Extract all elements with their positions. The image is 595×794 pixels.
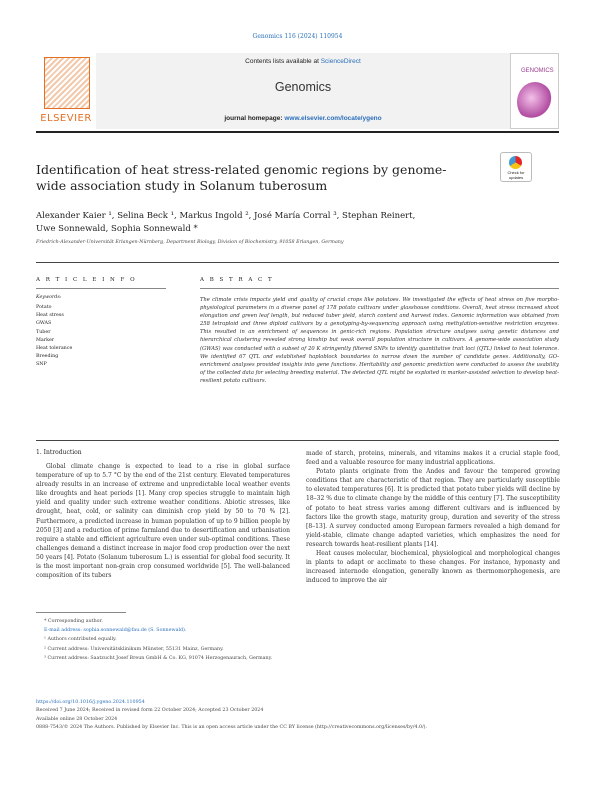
journal-name: Genomics	[274, 80, 332, 94]
homepage-line	[96, 115, 510, 122]
authors-line-2: Uwe Sonnewald, Sophia Sonnewald *	[36, 224, 198, 234]
contents-prefix: Contents lists available at	[245, 58, 319, 65]
paragraph: made of starch, proteins, minerals, and vitamins makes it a crucial staple food, feed and a valuable resource for many industrial applications.	[306, 450, 560, 467]
affiliation: Friedrich-Alexander-Universität Erlangen-Nürnberg, Department Biology, Division of Biochemistry, 91058 Erlangen, Germany	[36, 240, 344, 245]
keyword: SNP	[36, 362, 47, 368]
keyword: GWAS	[36, 321, 52, 327]
check-for-updates-button[interactable]	[500, 152, 532, 182]
footnote: ³ Current address: Saatzucht Josef Breun GmbH & Co. KG, 91074 Herzogenaurach, Germany.	[44, 655, 273, 661]
publication-info	[36, 699, 559, 733]
cover-label: GENOMICS	[521, 68, 554, 74]
abstract-body: The climate crisis impacts yield and quality of crucial crops like potatoes. We investigated the effects of heat stress on five morpho-physiological parameters in a diverse panel of 178 potato cultivars under glasshouse conditions. Overall, heat stress increased shoot elongation and green leaf length, but reduced tuber yield, starch content and harvest index. Genomic information was obtained from 258 tetraploid and three diploid cultivars by a genotyping-by-sequencing approach using methylation-sensitive restriction enzymes. This resulted in an enrichment of sequences in genic-rich regions. Population structure analyses using genetic distances and hierarchical clustering revealed strong kinship but weak overall population structure in cultivars. A genome-wide association study (GWAS) was conducted with a subset of 20 K stringently filtered SNPs to identify quantitative trait loci (QTL) linked to heat tolerance. We identified 67 QTL and established haploblock boundaries to narrow down the number of candidate genes. Additionally, GO-enrichment analyses provided insights into gene functions. Heritability and genomic prediction were conducted to assess the usability of the collected data for selecting breeding material. The detected QTL might be exploited in marker-assisted selection to develop heat-resilient potato cultivars.	[200, 297, 559, 384]
article-info-rule	[36, 288, 166, 289]
journal-masthead	[36, 53, 559, 129]
doi-link[interactable]: https://doi.org/10.1016/j.ygeno.2024.110954	[36, 700, 145, 705]
keyword: Heat stress	[36, 313, 64, 319]
footnote-rule	[36, 612, 126, 613]
footnote-email[interactable]: E-mail address: sophia.sonnewald@fau.de (S. Sonnewald).	[44, 628, 187, 634]
abstract-rule	[200, 288, 559, 289]
keyword: Tuber	[36, 329, 51, 335]
homepage-prefix: journal homepage:	[224, 115, 283, 122]
footnotes	[36, 617, 556, 663]
author-list	[36, 210, 556, 236]
paragraph: Global climate change is expected to lead to a rise in global surface temperature of up to 5.7 °C by the end of the 21st century. Elevated temperatures already results in an increase of extreme and unpredictable local weather events like droughts and heat periods [1]. Many crop species struggle to maintain high yield and quality under such extreme weather conditions. Abiotic stresses, like drought, heat, cold, or salinity can diminish crop yield by 50 to 70 % [2]. Furthermore, a predicted increase in human population of up to 9 billion people by 2050 [3] and a reduction of prime farmland due to desertification and urbanisation require a stable and efficient agriculture even under sub-optimal conditions. These challenges demand a distinct increase in major food crop production over the next 50 years [4]. Potato (Solanum tuberosum L.) is essential for global food security. It is the most important non-grain crop consumed worldwide [5]. The well-balanced composition of its tubers	[36, 463, 290, 580]
paragraph: Potato plants originate from the Andes and favour the tempered growing conditions that are characteristic of that region. They are particularly susceptible to elevated temperatures [6]. It is predicted that potato tuber yields will decline by 18–32 % due to climate change by the middle of this century [7]. The susceptibility of potato to heat stress varies among different cultivars and is influenced by factors like the growth stage, maturity group, duration and severity of the stress [8–13]. A survey conducted among European farmers revealed a high demand for yield-stable, climate change adapted varieties, which emphasizes the need for research towards heat-resilient plants [14].	[306, 468, 560, 548]
keyword: Marker	[36, 337, 55, 343]
keyword: Potato	[36, 305, 52, 310]
journal-citation-header[interactable]: Genomics 116 (2024) 110954	[252, 33, 343, 40]
keyword: Heat tolerance	[36, 346, 73, 352]
masthead-divider	[36, 131, 559, 133]
footnote: ² Current address: Universitätsklinikum Münster, 55131 Mainz, Germany.	[44, 646, 224, 652]
footnote: ¹ Authors contributed equally.	[44, 637, 117, 643]
elsevier-logo[interactable]	[36, 55, 96, 127]
keyword: Breeding	[36, 354, 59, 360]
body-column-right	[306, 449, 560, 585]
online-date: Available online 28 October 2024	[36, 716, 118, 722]
journal-banner	[96, 53, 510, 129]
copyright-license: 0888-7543/© 2024 The Authors. Published by Elsevier Inc. This is an open access article under the CC BY license (http://creativecommons.org/licenses/by/4.0/).	[36, 725, 428, 731]
journal-cover-thumbnail[interactable]	[510, 53, 559, 129]
received-dates: Received 7 June 2024; Received in revised form 22 October 2024; Accepted 23 October 2024	[36, 708, 264, 714]
article-info-heading: A R T I C L E I N F O	[36, 277, 137, 283]
article-title: Identification of heat stress-related genomic regions by genome-wide association study in Solanum tuberosum	[36, 162, 447, 193]
elsevier-tree-icon	[44, 57, 90, 109]
header-divider	[36, 262, 559, 263]
sciencedirect-link[interactable]: ScienceDirect	[320, 58, 361, 65]
footnote: * Corresponding author.	[44, 619, 103, 624]
introduction-heading: 1. Introduction	[36, 449, 82, 456]
authors-line-1: Alexander Kaier ¹, Selina Beck ¹, Markus Ingold ², José María Corral ³, Stephan Reinert,	[36, 211, 416, 221]
keyword-list	[36, 304, 166, 370]
body-column-left	[36, 462, 290, 580]
cover-art-icon	[517, 82, 553, 122]
check-updates-label: Check for updates	[507, 170, 525, 180]
publisher-name: ELSEVIER	[40, 113, 92, 124]
abstract-heading: A B S T R A C T	[200, 277, 274, 283]
contents-line	[96, 58, 510, 65]
paragraph: Heat causes molecular, biochemical, physiological and morphological changes in plants to adapt or acclimate to these changes. For instance, hyponasty and increased internode elongation, generally known as thermomorphogenesis, are induced to improve the air	[306, 550, 560, 585]
abstract-divider	[36, 440, 559, 441]
keywords-label: Keywords:	[36, 295, 62, 300]
homepage-link[interactable]: www.elsevier.com/locate/ygeno	[284, 115, 382, 122]
crossmark-icon	[509, 156, 522, 169]
